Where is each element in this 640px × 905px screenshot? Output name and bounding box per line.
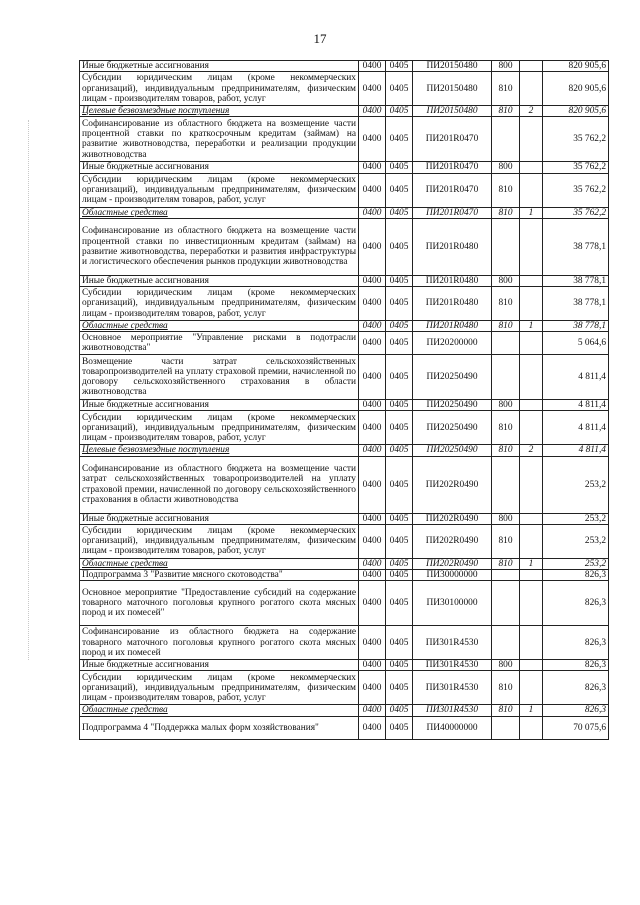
row-target-article: ПИ202R0490	[413, 456, 492, 513]
row-target-article: ПИ202R0490	[413, 513, 492, 524]
row-amount: 253,2	[543, 456, 609, 513]
row-funding-source: 1	[520, 558, 543, 569]
row-target-article: ПИ40000000	[413, 716, 492, 739]
row-expense-type: 810	[492, 705, 520, 716]
row-target-article: ПИ20150480	[413, 106, 492, 117]
row-target-article: ПИ202R0490	[413, 524, 492, 558]
row-expense-type: 800	[492, 400, 520, 411]
row-expense-type	[492, 581, 520, 626]
row-subsection: 0405	[386, 716, 413, 739]
row-section: 0400	[359, 321, 386, 332]
row-subsection: 0405	[386, 581, 413, 626]
row-expense-type: 810	[492, 72, 520, 106]
row-name: Иные бюджетные ассигнования	[80, 660, 359, 671]
row-name: Иные бюджетные ассигнования	[80, 61, 359, 72]
row-name: Подпрограмма 4 "Поддержка малых форм хозяйствования"	[80, 716, 359, 739]
row-section: 0400	[359, 411, 386, 445]
row-subsection: 0405	[386, 570, 413, 581]
row-name: Областные средства	[80, 558, 359, 569]
table-row	[80, 207, 609, 218]
row-target-article: ПИ301R4530	[413, 705, 492, 716]
row-subsection: 0405	[386, 106, 413, 117]
row-name: Целевые безвозмездные поступления	[80, 106, 359, 117]
row-subsection: 0405	[386, 660, 413, 671]
row-subsection: 0405	[386, 513, 413, 524]
row-funding-source	[520, 332, 543, 355]
row-section: 0400	[359, 400, 386, 411]
row-funding-source	[520, 173, 543, 207]
row-name: Субсидии юридическим лицам (кроме некоммерческих организаций), индивидуальным предпринимателям, физическим лицам - производителям товаров, работ, услуг	[80, 411, 359, 445]
row-funding-source: 2	[520, 106, 543, 117]
table-row	[80, 275, 609, 286]
row-funding-source	[520, 671, 543, 705]
row-expense-type	[492, 332, 520, 355]
row-amount: 253,2	[543, 513, 609, 524]
row-target-article: ПИ30100000	[413, 581, 492, 626]
row-funding-source	[520, 411, 543, 445]
row-section: 0400	[359, 117, 386, 162]
row-section: 0400	[359, 173, 386, 207]
row-amount: 826,3	[543, 581, 609, 626]
row-target-article: ПИ20250490	[413, 355, 492, 400]
row-amount: 70 075,6	[543, 716, 609, 739]
row-section: 0400	[359, 660, 386, 671]
row-amount: 35 762,2	[543, 162, 609, 173]
row-name: Субсидии юридическим лицам (кроме некоммерческих организаций), индивидуальным предпринимателям, физическим лицам - производителям товаров, работ, услуг	[80, 173, 359, 207]
table-row	[80, 445, 609, 456]
row-name: Софинансирование из областного бюджета на возмещение части затрат сельскохозяйственных товаропроизводителей на уплату страховой премии, начисленной по договору сельскохозяйственного страхования в области животноводства	[80, 456, 359, 513]
row-subsection: 0405	[386, 332, 413, 355]
row-expense-type: 800	[492, 660, 520, 671]
table-row	[80, 456, 609, 513]
row-funding-source	[520, 400, 543, 411]
row-subsection: 0405	[386, 173, 413, 207]
row-expense-type	[492, 355, 520, 400]
row-section: 0400	[359, 513, 386, 524]
row-subsection: 0405	[386, 61, 413, 72]
row-subsection: 0405	[386, 558, 413, 569]
row-expense-type: 810	[492, 287, 520, 321]
row-subsection: 0405	[386, 207, 413, 218]
row-target-article: ПИ20250490	[413, 400, 492, 411]
table-row	[80, 117, 609, 162]
row-expense-type: 810	[492, 173, 520, 207]
table-row	[80, 400, 609, 411]
row-funding-source	[520, 660, 543, 671]
row-expense-type	[492, 570, 520, 581]
row-section: 0400	[359, 162, 386, 173]
row-target-article: ПИ201R0470	[413, 162, 492, 173]
row-name: Иные бюджетные ассигнования	[80, 162, 359, 173]
row-name: Субсидии юридическим лицам (кроме некоммерческих организаций), индивидуальным предпринимателям, физическим лицам - производителям товаров, работ, услуг	[80, 524, 359, 558]
row-section: 0400	[359, 61, 386, 72]
table-row	[80, 716, 609, 739]
row-amount: 826,3	[543, 671, 609, 705]
table-row	[80, 218, 609, 275]
row-name: Софинансирование из областного бюджета на содержание товарного маточного поголовья крупного рогатого скота мясных пород и их помесей	[80, 626, 359, 660]
row-target-article: ПИ20150480	[413, 61, 492, 72]
row-funding-source: 2	[520, 445, 543, 456]
row-funding-source	[520, 61, 543, 72]
row-name: Софинансирование из областного бюджета на возмещение части процентной ставки по краткосрочным кредитам (займам) на развитие животноводства, переработки и реализации продукции животноводства	[80, 117, 359, 162]
row-funding-source	[520, 570, 543, 581]
row-amount: 35 762,2	[543, 117, 609, 162]
row-amount: 4 811,4	[543, 445, 609, 456]
row-section: 0400	[359, 716, 386, 739]
row-section: 0400	[359, 445, 386, 456]
row-section: 0400	[359, 72, 386, 106]
row-amount: 38 778,1	[543, 287, 609, 321]
table-row	[80, 705, 609, 716]
row-expense-type: 810	[492, 106, 520, 117]
table-row	[80, 72, 609, 106]
table-row	[80, 513, 609, 524]
row-amount: 35 762,2	[543, 207, 609, 218]
row-target-article: ПИ20250490	[413, 445, 492, 456]
table-row	[80, 332, 609, 355]
row-subsection: 0405	[386, 321, 413, 332]
row-subsection: 0405	[386, 72, 413, 106]
row-name: Областные средства	[80, 321, 359, 332]
row-expense-type: 800	[492, 61, 520, 72]
row-section: 0400	[359, 456, 386, 513]
row-amount: 253,2	[543, 558, 609, 569]
row-target-article: ПИ201R0480	[413, 321, 492, 332]
row-funding-source	[520, 117, 543, 162]
row-funding-source	[520, 456, 543, 513]
row-expense-type: 800	[492, 513, 520, 524]
row-subsection: 0405	[386, 355, 413, 400]
row-amount: 35 762,2	[543, 173, 609, 207]
row-section: 0400	[359, 671, 386, 705]
row-target-article: ПИ201R0470	[413, 173, 492, 207]
row-subsection: 0405	[386, 705, 413, 716]
row-name: Софинансирование из областного бюджета на возмещение части процентной ставки по инвестиционным кредитам (займам) на развитие животноводства, переработки и развития инфраструктуры и логистического обеспечения рынков продукции животноводства	[80, 218, 359, 275]
row-subsection: 0405	[386, 626, 413, 660]
row-target-article: ПИ201R0480	[413, 275, 492, 286]
row-expense-type	[492, 218, 520, 275]
row-target-article: ПИ20150480	[413, 72, 492, 106]
row-section: 0400	[359, 581, 386, 626]
row-amount: 820 905,6	[543, 61, 609, 72]
row-subsection: 0405	[386, 445, 413, 456]
row-amount: 253,2	[543, 524, 609, 558]
row-funding-source	[520, 626, 543, 660]
row-name: Субсидии юридическим лицам (кроме некоммерческих организаций), индивидуальным предпринимателям, физическим лицам - производителям товаров, работ, услуг	[80, 72, 359, 106]
row-name: Возмещение части затрат сельскохозяйственных товаропроизводителей на уплату страховой премии, начисленной по договору сельскохозяйственного страхования в области животноводства	[80, 355, 359, 400]
row-section: 0400	[359, 626, 386, 660]
row-section: 0400	[359, 332, 386, 355]
row-funding-source	[520, 355, 543, 400]
row-amount: 4 811,4	[543, 411, 609, 445]
row-target-article: ПИ201R0480	[413, 218, 492, 275]
row-target-article: ПИ301R4530	[413, 671, 492, 705]
row-expense-type	[492, 716, 520, 739]
row-name: Иные бюджетные ассигнования	[80, 400, 359, 411]
row-name: Подпрограмма 3 "Развитие мясного скотоводства"	[80, 570, 359, 581]
row-target-article: ПИ201R0470	[413, 207, 492, 218]
row-expense-type: 810	[492, 207, 520, 218]
row-target-article: ПИ201R0480	[413, 287, 492, 321]
row-expense-type	[492, 117, 520, 162]
row-section: 0400	[359, 705, 386, 716]
row-subsection: 0405	[386, 671, 413, 705]
row-target-article: ПИ20250490	[413, 411, 492, 445]
row-funding-source	[520, 72, 543, 106]
row-name: Субсидии юридическим лицам (кроме некоммерческих организаций), индивидуальным предпринимателям, физическим лицам - производителям товаров, работ, услуг	[80, 671, 359, 705]
row-amount: 820 905,6	[543, 72, 609, 106]
table-row	[80, 581, 609, 626]
row-subsection: 0405	[386, 162, 413, 173]
row-target-article: ПИ30000000	[413, 570, 492, 581]
row-funding-source	[520, 275, 543, 286]
table-row	[80, 671, 609, 705]
table-row	[80, 61, 609, 72]
row-amount: 826,3	[543, 626, 609, 660]
budget-table-body	[80, 61, 609, 740]
row-expense-type	[492, 626, 520, 660]
row-name: Целевые безвозмездные поступления	[80, 445, 359, 456]
row-section: 0400	[359, 570, 386, 581]
budget-table	[79, 60, 609, 740]
row-section: 0400	[359, 558, 386, 569]
page-number: 17	[313, 31, 327, 46]
table-row	[80, 173, 609, 207]
row-expense-type: 810	[492, 321, 520, 332]
row-expense-type: 810	[492, 524, 520, 558]
table-row	[80, 524, 609, 558]
row-expense-type: 800	[492, 162, 520, 173]
row-amount: 5 064,6	[543, 332, 609, 355]
row-amount: 4 811,4	[543, 355, 609, 400]
table-row	[80, 355, 609, 400]
row-name: Основное мероприятие "Управление рисками в подотрасли животноводства"	[80, 332, 359, 355]
row-name: Субсидии юридическим лицам (кроме некоммерческих организаций), индивидуальным предпринимателям, физическим лицам - производителям товаров, работ, услуг	[80, 287, 359, 321]
row-expense-type: 810	[492, 411, 520, 445]
row-subsection: 0405	[386, 400, 413, 411]
row-target-article: ПИ301R4530	[413, 626, 492, 660]
row-name: Иные бюджетные ассигнования	[80, 275, 359, 286]
row-amount: 826,3	[543, 570, 609, 581]
row-target-article: ПИ202R0490	[413, 558, 492, 569]
row-funding-source	[520, 524, 543, 558]
row-funding-source	[520, 513, 543, 524]
row-name: Иные бюджетные ассигнования	[80, 513, 359, 524]
row-section: 0400	[359, 207, 386, 218]
row-section: 0400	[359, 106, 386, 117]
table-row	[80, 287, 609, 321]
table-row	[80, 660, 609, 671]
row-amount: 38 778,1	[543, 218, 609, 275]
row-section: 0400	[359, 355, 386, 400]
row-expense-type: 810	[492, 558, 520, 569]
row-expense-type	[492, 456, 520, 513]
row-subsection: 0405	[386, 456, 413, 513]
binding-margin-line	[28, 120, 29, 660]
row-amount: 826,3	[543, 660, 609, 671]
row-target-article: ПИ301R4530	[413, 660, 492, 671]
row-funding-source	[520, 162, 543, 173]
row-expense-type: 810	[492, 671, 520, 705]
row-expense-type: 800	[492, 275, 520, 286]
row-funding-source: 1	[520, 705, 543, 716]
row-subsection: 0405	[386, 287, 413, 321]
row-subsection: 0405	[386, 275, 413, 286]
row-amount: 38 778,1	[543, 275, 609, 286]
row-amount: 38 778,1	[543, 321, 609, 332]
table-row	[80, 321, 609, 332]
row-name: Основное мероприятие "Предоставление субсидий на содержание товарного маточного поголовья крупного рогатого скота мясных пород и их помесей"	[80, 581, 359, 626]
table-row	[80, 106, 609, 117]
row-expense-type: 810	[492, 445, 520, 456]
row-amount: 826,3	[543, 705, 609, 716]
table-row	[80, 411, 609, 445]
row-funding-source	[520, 287, 543, 321]
row-target-article: ПИ201R0470	[413, 117, 492, 162]
row-amount: 820 905,6	[543, 106, 609, 117]
table-row	[80, 162, 609, 173]
row-subsection: 0405	[386, 117, 413, 162]
row-name: Областные средства	[80, 207, 359, 218]
table-row	[80, 626, 609, 660]
row-funding-source	[520, 218, 543, 275]
row-target-article: ПИ20200000	[413, 332, 492, 355]
row-funding-source	[520, 716, 543, 739]
row-subsection: 0405	[386, 218, 413, 275]
row-funding-source: 1	[520, 321, 543, 332]
row-section: 0400	[359, 287, 386, 321]
row-amount: 4 811,4	[543, 400, 609, 411]
table-row	[80, 558, 609, 569]
row-section: 0400	[359, 275, 386, 286]
row-subsection: 0405	[386, 524, 413, 558]
row-section: 0400	[359, 524, 386, 558]
row-funding-source: 1	[520, 207, 543, 218]
table-row	[80, 570, 609, 581]
row-section: 0400	[359, 218, 386, 275]
row-name: Областные средства	[80, 705, 359, 716]
row-subsection: 0405	[386, 411, 413, 445]
row-funding-source	[520, 581, 543, 626]
